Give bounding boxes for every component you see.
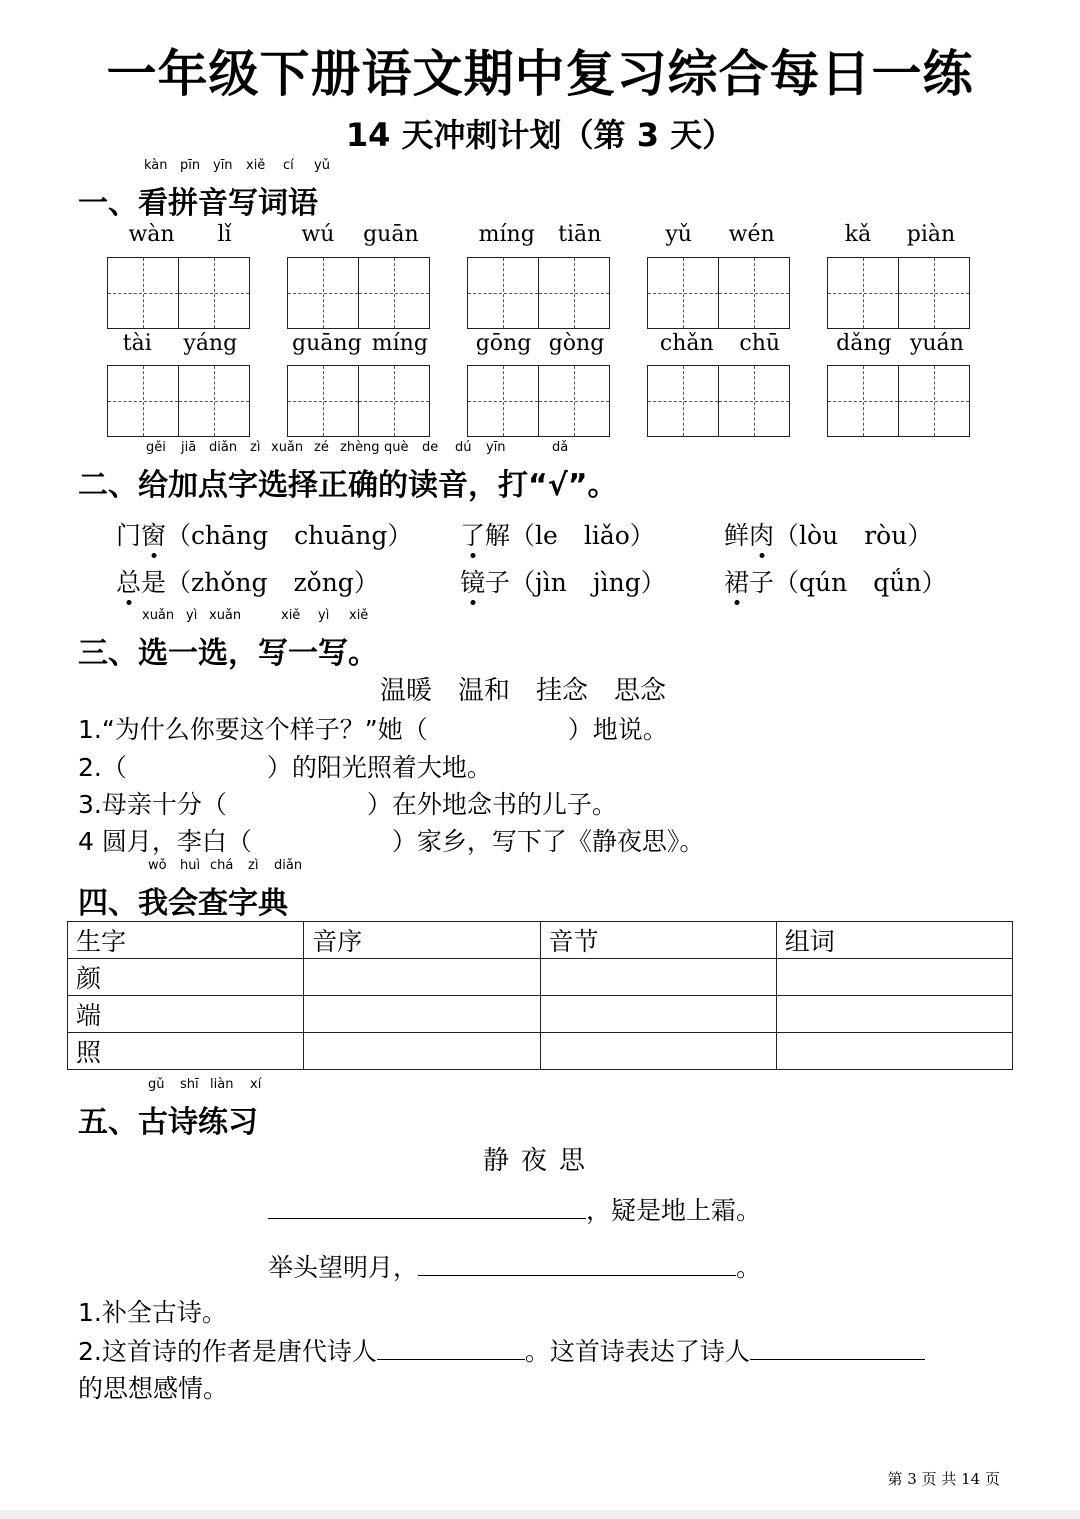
pinyin: kǎ [844, 222, 872, 247]
reading-option[interactable]: qǘn [873, 568, 922, 597]
ruby-text: yīn [213, 158, 233, 173]
word-choice: 温暖 [380, 676, 433, 706]
poem-line-2: 举头望明月， 。 [268, 1247, 761, 1284]
writing-grid[interactable] [827, 257, 971, 329]
character-cell: 颜 [68, 959, 304, 996]
writing-grid[interactable] [107, 365, 251, 437]
pinyin: gōng [475, 331, 532, 356]
poem-blank[interactable] [418, 1247, 736, 1276]
dotted-char: 裙 [724, 568, 750, 597]
answer-cell[interactable] [540, 959, 776, 996]
pinyin: chǎn [659, 331, 714, 356]
table-row [68, 996, 1013, 1033]
pinyin: guāng [292, 331, 362, 356]
answer-blank[interactable] [377, 1331, 525, 1360]
ruby-text: zì [250, 440, 261, 455]
reading-item: 镜 子（jìn jìng） [460, 563, 666, 599]
ruby-text: pīn [180, 158, 201, 173]
ruby-text: xuǎn [142, 608, 175, 623]
reading-option[interactable]: qún [799, 568, 848, 597]
pinyin: gòng [548, 331, 605, 356]
fill-question-4: 4 圆月，李白（ ）家乡，写下了《静夜思》。 [78, 827, 705, 856]
column-header: 音序 [304, 922, 540, 959]
ruby-text: diǎn [274, 858, 303, 873]
reading-item: 总 是（zhǒng zǒng） [116, 563, 379, 599]
ruby-text: xiě [349, 608, 369, 623]
ruby-text: yǔ [314, 158, 330, 173]
reading-option[interactable]: chuāng [294, 521, 388, 550]
ruby-text: què [384, 440, 409, 455]
page-title: 一年级下册语文期中复习综合每日一练 [106, 45, 974, 103]
poem-blank[interactable] [268, 1190, 586, 1219]
fill-question-3: 3.母亲十分（ ）在外地念书的儿子。 [78, 790, 617, 819]
reading-item: 鲜肉 （lòu ròu） [724, 516, 932, 552]
answer-cell[interactable] [776, 1033, 1012, 1070]
answer-cell[interactable] [540, 1033, 776, 1070]
section4-heading [78, 858, 303, 922]
ruby-text: cí [283, 158, 294, 173]
character-cell: 照 [68, 1033, 304, 1070]
ruby-text: diǎn [209, 440, 238, 455]
pinyin: yuán [909, 331, 964, 356]
pinyin: yǔ [665, 222, 692, 247]
ruby-text: gěi [146, 440, 166, 455]
reading-option[interactable]: chāng [191, 521, 269, 550]
section5-heading [78, 1077, 262, 1141]
writing-grid[interactable] [467, 257, 611, 329]
ruby-text: huì [180, 858, 201, 873]
answer-cell[interactable] [776, 996, 1012, 1033]
ruby-text: dú [455, 440, 472, 455]
section1-heading-text: 一、看拼音写词语 [78, 186, 318, 221]
fill-question-2: 2.（ ）的阳光照着大地。 [78, 753, 492, 782]
dotted-char: 窗 [141, 521, 167, 550]
ruby-text: yì [318, 608, 330, 623]
column-header: 组词 [776, 922, 1012, 959]
column-header: 生字 [68, 922, 304, 959]
reading-item: 门窗 （chāng chuāng） [116, 516, 412, 552]
section4-heading-text: 四、我会查字典 [78, 886, 288, 921]
section3-heading-text: 三、选一选，写一写。 [78, 636, 378, 671]
reading-option[interactable]: zǒng [293, 568, 354, 597]
poem-question-2: 2.这首诗的作者是唐代诗人 。这首诗表达了诗人 [78, 1331, 925, 1368]
answer-cell[interactable] [540, 996, 776, 1033]
pinyin: guān [363, 222, 419, 247]
poem-question-1: 1.补全古诗。 [78, 1298, 227, 1327]
writing-grid[interactable] [287, 257, 431, 329]
ruby-text: xiě [246, 158, 266, 173]
reading-option[interactable]: lòu [799, 521, 839, 550]
writing-grid[interactable] [107, 257, 251, 329]
writing-grid[interactable] [827, 365, 971, 437]
reading-option[interactable]: le [535, 521, 558, 550]
dictionary-table [67, 921, 1013, 1070]
ruby-text: xiě [281, 608, 301, 623]
pinyin: piàn [906, 222, 956, 247]
ruby-text: liàn [210, 1077, 234, 1092]
pinyin: tài [122, 331, 152, 356]
reading-option[interactable]: zhǒng [191, 568, 268, 597]
ruby-text: yì [186, 608, 198, 623]
word-choice: 思念 [614, 676, 667, 706]
reading-option[interactable]: jìng [592, 568, 641, 597]
pinyin: wén [728, 222, 775, 247]
word-choice: 挂念 [536, 676, 589, 706]
poem-line-1: ，疑是地上霜。 [268, 1190, 761, 1227]
character-cell: 端 [68, 996, 304, 1033]
ruby-text: zhèng [340, 440, 380, 455]
pinyin-row-1 [0, 222, 1080, 252]
poem-question-2-cont: 的思想感情。 [78, 1374, 229, 1403]
table-row [68, 1033, 1013, 1070]
pinyin: wàn [128, 222, 175, 247]
page-bottom-edge [0, 1510, 1080, 1519]
pinyin: míng [478, 222, 535, 247]
ruby-text: yīn [486, 440, 506, 455]
column-header: 音节 [540, 922, 776, 959]
ruby-text: xí [250, 1077, 262, 1092]
pinyin-row-2 [0, 331, 1080, 361]
pinyin: tiān [558, 222, 602, 247]
pinyin: lǐ [217, 222, 232, 247]
ruby-text: jiā [181, 440, 197, 455]
table-row [68, 959, 1013, 996]
dotted-char: 肉 [749, 521, 775, 550]
ruby-text: xuǎn [271, 440, 304, 455]
reading-item: 裙 子（qún qǘn） [724, 563, 947, 599]
pinyin: míng [371, 331, 428, 356]
answer-cell[interactable] [304, 996, 540, 1033]
ruby-text: zì [248, 858, 259, 873]
section3-heading [78, 608, 378, 672]
pinyin: dǎng [836, 331, 892, 356]
writing-grid[interactable] [647, 365, 791, 437]
pinyin: yáng [183, 331, 238, 356]
writing-grid[interactable] [647, 257, 791, 329]
ruby-text: wǒ [148, 858, 167, 873]
dotted-char: 了 [460, 521, 486, 550]
fill-question-1: 1.“为什么你要这个样子？”她（ ）地说。 [78, 715, 668, 744]
section1-heading [78, 158, 330, 222]
answer-cell[interactable] [304, 1033, 540, 1070]
dotted-char: 总 [116, 568, 142, 597]
pinyin: chū [739, 331, 781, 356]
ruby-text: de [422, 440, 439, 455]
writing-grid[interactable] [287, 365, 431, 437]
reading-item: 了 解（le liǎo） [460, 516, 655, 552]
ruby-text: zé [314, 440, 329, 455]
answer-blank[interactable] [750, 1331, 925, 1360]
reading-option[interactable]: jìn [535, 568, 567, 597]
ruby-text: gǔ [148, 1077, 165, 1092]
ruby-text: shī [180, 1077, 199, 1092]
page-subtitle: 14 天冲刺计划（第 3 天） [345, 116, 735, 154]
word-choice: 温和 [458, 676, 511, 706]
section5-heading-text: 五、古诗练习 [78, 1105, 258, 1140]
page-number: 第 3 页 共 14 页 [887, 1470, 1000, 1488]
answer-cell[interactable] [304, 959, 540, 996]
reading-option[interactable]: liǎo [583, 521, 630, 550]
dotted-char: 镜 [460, 568, 486, 597]
writing-grid[interactable] [467, 365, 611, 437]
ruby-text: dǎ [552, 440, 569, 455]
ruby-text: chá [210, 858, 234, 873]
ruby-text: kàn [144, 158, 168, 173]
section2-heading-text: 二、给加点字选择正确的读音，打“√”。 [78, 468, 618, 503]
table-header-row [68, 922, 1013, 959]
section2-heading [78, 440, 618, 504]
poem-title: 静夜思 [482, 1146, 597, 1176]
pinyin: wú [301, 222, 335, 247]
word-choices [380, 670, 692, 707]
ruby-text: xuǎn [209, 608, 242, 623]
reading-option[interactable]: ròu [864, 521, 908, 550]
answer-cell[interactable] [776, 959, 1012, 996]
